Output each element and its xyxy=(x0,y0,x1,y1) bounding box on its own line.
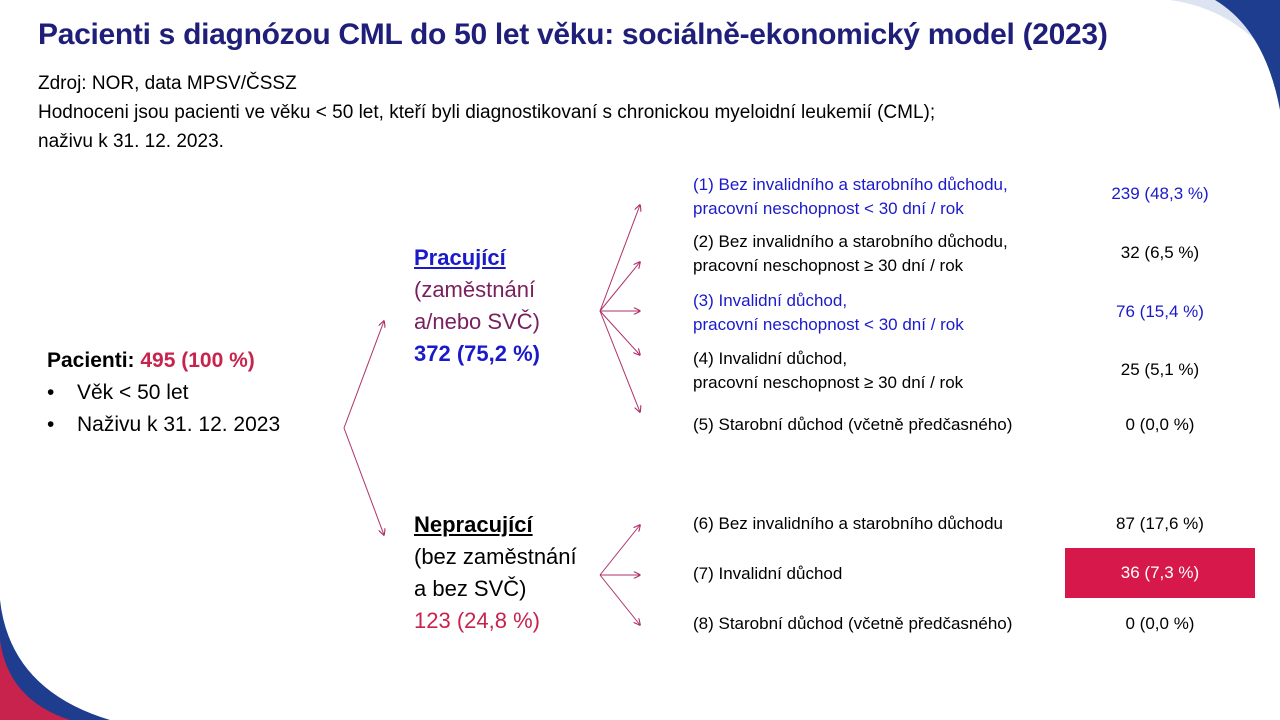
not-working-label: Nepracující xyxy=(414,512,533,537)
bullet-icon: • xyxy=(47,381,55,404)
patients-summary xyxy=(47,345,280,441)
source-line: Zdroj: NOR, data MPSV/ČSSZ xyxy=(38,73,297,94)
category-5-line1: (5) Starobní důchod (včetně předčasného) xyxy=(693,415,1013,434)
category-2 xyxy=(693,230,1008,278)
arrow-to-working xyxy=(344,321,384,428)
category-1 xyxy=(693,173,1008,221)
category-3-line2: pracovní neschopnost < 30 dní / rok xyxy=(693,315,964,334)
description-line-2: naživu k 31. 12. 2023. xyxy=(38,131,224,152)
arrow-to-cat-2 xyxy=(600,262,640,311)
category-6-line1: (6) Bez invalidního a starobního důchodu xyxy=(693,514,1003,533)
category-2-value: 32 (6,5 %) xyxy=(1120,243,1200,262)
bullet-icon: • xyxy=(47,413,55,436)
category-8-value: 0 (0,0 %) xyxy=(1125,614,1195,633)
working-desc-2: a/nebo SVČ) xyxy=(414,309,540,334)
patients-bullet-age: Věk < 50 let xyxy=(77,381,189,404)
arrow-to-cat-6 xyxy=(600,525,640,575)
category-4 xyxy=(693,347,963,395)
arrow-to-cat-5 xyxy=(600,311,640,412)
patients-bullet-alive: Naživu k 31. 12. 2023 xyxy=(77,413,281,436)
category-5 xyxy=(693,413,1012,437)
working-count: 372 (75,2 %) xyxy=(414,341,540,366)
category-8 xyxy=(693,612,1012,636)
patients-label: Pacienti: xyxy=(47,349,135,372)
arrow-to-cat-1 xyxy=(600,205,640,311)
arrow-to-cat-8 xyxy=(600,575,640,625)
category-3-value: 76 (15,4 %) xyxy=(1116,302,1204,321)
category-7-line1: (7) Invalidní důchod xyxy=(693,564,843,583)
not-working-count: 123 (24,8 %) xyxy=(414,608,540,633)
category-2-line1: (2) Bez invalidního a starobního důchodu, xyxy=(693,232,1008,251)
category-4-line2: pracovní neschopnost ≥ 30 dní / rok xyxy=(693,373,964,392)
category-2-line2: pracovní neschopnost ≥ 30 dní / rok xyxy=(693,256,964,275)
group-working xyxy=(414,242,540,370)
arrow-to-not-working xyxy=(344,428,384,535)
category-5-value: 0 (0,0 %) xyxy=(1125,415,1195,434)
not-working-desc-2: a bez SVČ) xyxy=(414,576,527,601)
patients-count: 495 (100 %) xyxy=(140,349,255,372)
working-desc-1: (zaměstnání xyxy=(414,277,536,302)
group-not-working xyxy=(414,509,577,637)
category-1-value: 239 (48,3 %) xyxy=(1111,184,1209,203)
not-working-desc-1: (bez zaměstnání xyxy=(414,544,577,569)
category-4-value: 25 (5,1 %) xyxy=(1120,360,1200,379)
category-4-line1: (4) Invalidní důchod, xyxy=(693,349,848,368)
category-6-value: 87 (17,6 %) xyxy=(1116,514,1204,533)
category-8-line1: (8) Starobní důchod (včetně předčasného) xyxy=(693,614,1013,633)
arrow-to-cat-4 xyxy=(600,311,640,355)
category-3 xyxy=(693,289,964,337)
category-1-line1: (1) Bez invalidního a starobního důchodu, xyxy=(693,175,1008,194)
working-label: Pracující xyxy=(414,245,506,270)
description-line-1: Hodnoceni jsou pacienti ve věku < 50 let, kteří byli diagnostikovaní s chronickou myeloidní leukemií (CML); xyxy=(38,102,936,123)
category-3-line1: (3) Invalidní důchod, xyxy=(693,291,848,310)
category-1-line2: pracovní neschopnost < 30 dní / rok xyxy=(693,199,964,218)
page-title: Pacienti s diagnózou CML do 50 let věku: sociálně-ekonomický model (2023) xyxy=(38,18,1108,51)
category-7 xyxy=(693,562,842,586)
category-6 xyxy=(693,512,1003,536)
category-7-value-highlight: 36 (7,3 %) xyxy=(1065,548,1255,598)
